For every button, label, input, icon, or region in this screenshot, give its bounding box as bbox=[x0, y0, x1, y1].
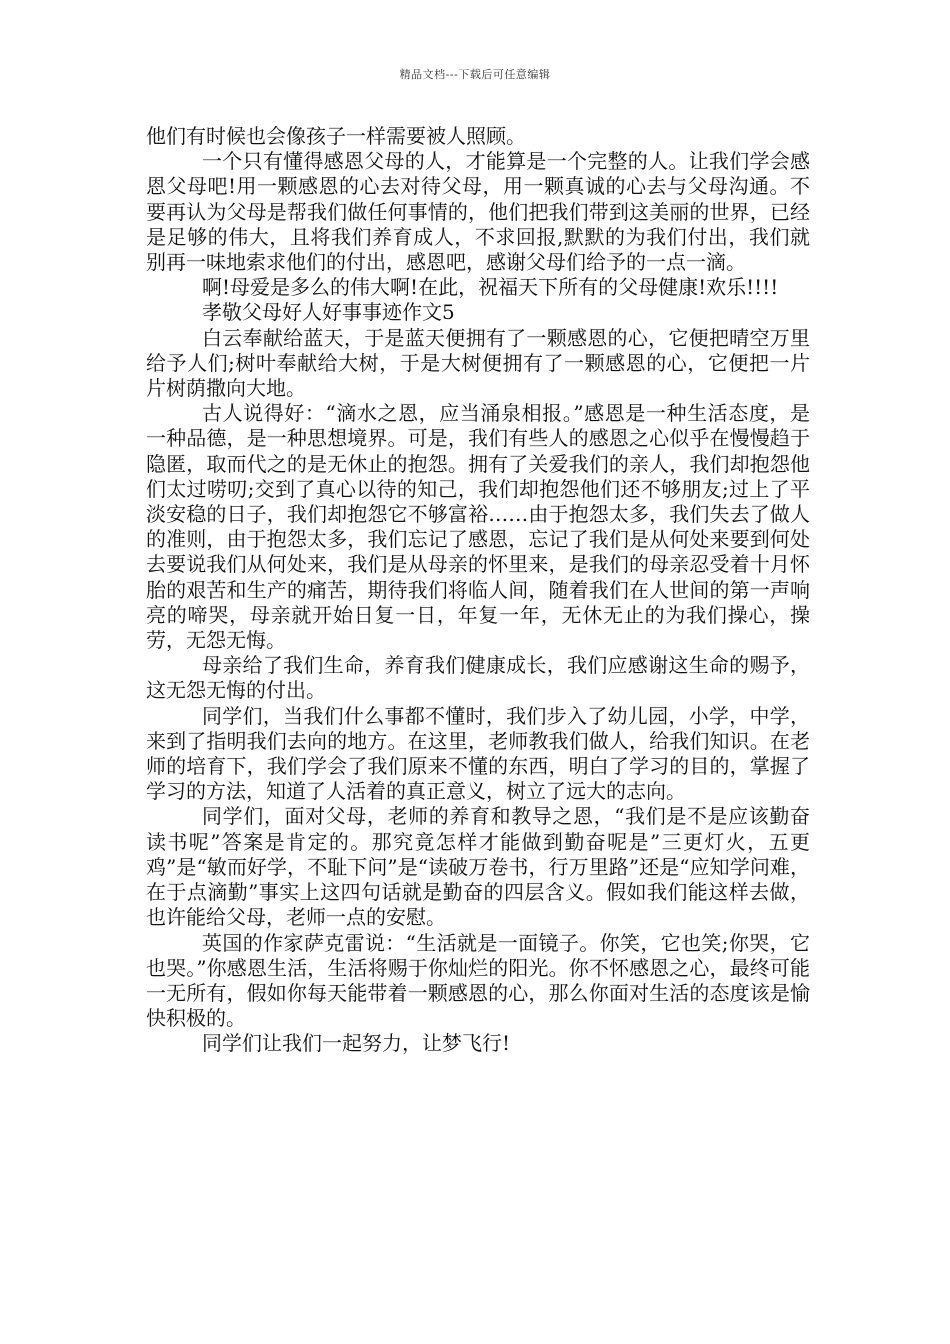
paragraph: 同学们，面对父母，老师的养育和教导之恩，“我们是不是应该勤奋读书呢”答案是肯定的。那究竟怎样才能做到勤奋呢是”三更灯火，五更鸡”是“敏而好学，不耻下问”是“读破万卷书，行万里路”还是“应知学问难，在于点滴勤”事实上这四句话就是勤奋的四层含义。假如我们能这样去做，也许能给父母，老师一点的安慰。 bbox=[146, 804, 810, 930]
paragraph-continuation: 他们有时候也会像孩子一样需要被人照顾。 bbox=[146, 124, 526, 148]
paragraph: 同学们让我们一起努力，让梦飞行! bbox=[202, 1031, 511, 1056]
document-body bbox=[146, 124, 810, 1057]
paragraph: 母亲给了我们生命，养育我们健康成长，我们应感谢这生命的赐予，这无怨无悔的付出。 bbox=[146, 653, 810, 703]
paragraph: 一个只有懂得感恩父母的人，才能算是一个完整的人。让我们学会感恩父母吧!用一颗感恩的心去对待父母，用一颗真诚的心去与父母沟通。不要再认为父母是帮我们做任何事情的，他们把我们带到这美丽的世界，已经是足够的伟大，且将我们养育成人，不求回报,默默的为我们付出，我们就别再一味地索求他们的付出，感恩吧，感谢父母们给予的一点一滴。 bbox=[146, 149, 810, 275]
paragraph: 同学们，当我们什么事都不懂时，我们步入了幼儿园，小学，中学，来到了指明我们去向的地方。在这里，老师教我们做人，给我们知识。在老师的培育下，我们学会了我们原来不懂的东西，明白了学习的目的，掌握了学习的方法，知道了人活着的真正意义，树立了远大的志向。 bbox=[146, 703, 810, 804]
section-title: 孝敬父母好人好事事迹作文5 bbox=[202, 300, 455, 325]
paragraph: 英国的作家萨克雷说：“生活就是一面镜子。你笑，它也笑;你哭，它也哭。”你感恩生活，生活将赐于你灿烂的阳光。你不怀感恩之心，最终可能一无所有，假如你每天能带着一颗感恩的心，那么你面对生活的态度该是愉快积极的。 bbox=[146, 930, 810, 1031]
page-header: 精品文档---下载后可任意编辑 bbox=[399, 68, 551, 81]
paragraph: 白云奉献给蓝天，于是蓝天便拥有了一颗感恩的心，它便把晴空万里给予人们;树叶奉献给大树，于是大树便拥有了一颗感恩的心，它便把一片片树荫撒向大地。 bbox=[146, 325, 810, 401]
paragraph: 啊!母爱是多么的伟大啊!在此，祝福天下所有的父母健康!欢乐!!!! bbox=[202, 275, 779, 300]
paragraph: 古人说得好：“滴水之恩，应当涌泉相报。”感恩是一种生活态度，是一种品德，是一种思想境界。可是，我们有些人的感恩之心似乎在慢慢趋于隐匿，取而代之的是无休止的抱怨。拥有了关爱我们的亲人，我们却抱怨他们太过唠叨;交到了真心以待的知己，我们却抱怨他们还不够朋友;过上了平淡安稳的日子，我们却抱怨它不够富裕……由于抱怨太多，我们失去了做人的准则，由于抱怨太多，我们忘记了感恩，忘记了我们是从何处来要到何处去要说我们从何处来，我们是从母亲的怀里来，是我们的母亲忍受着十月怀胎的艰苦和生产的痛苦，期待我们将临人间，随着我们在人世间的第一声响亮的啼哭，母亲就开始日复一日，年复一年，无休无止的为我们操心，操劳，无怨无悔。 bbox=[146, 401, 810, 653]
